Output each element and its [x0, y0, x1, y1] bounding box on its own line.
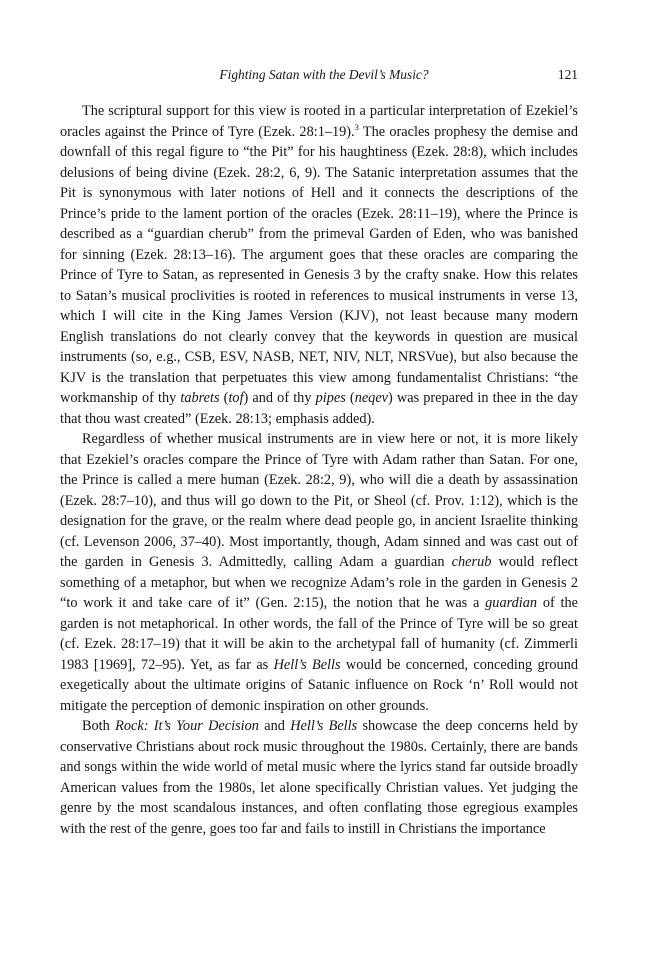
paragraph	[60, 716, 578, 839]
text-run: Regardless of whether musical instruments are in view here or not, it is more likely that Ezekiel’s oracles compare the Prince of Tyre with Adam rather than Satan. For one, the Prince is called a mere human (Ezek. 28:2, 9), who will die a death by assassination (Ezek. 28:7–10), and thus will go down to the Pit, or Sheol (cf. Prov. 1:12), which is the designation for the grave, or the realm where dead people go, in ancient Israelite thinking (cf. Levenson 2006, 37–40). Most importantly, though, Adam sinned and was cast out of the garden in Genesis 3. Admittedly, calling Adam a guardian	[60, 431, 578, 570]
italic-text: Rock: It’s Your Decision	[115, 718, 259, 734]
italic-text: tof	[228, 390, 244, 406]
page-number: 121	[557, 67, 578, 82]
text-run: would reflect something of a metaphor, but when we recognize Adam’s role in the garden in Genesis 2 “to work it and take care of it” (Gen. 2:15), the notion that he was a	[60, 554, 578, 611]
text-run: The scriptural support for this view is rooted in a particular interpretation of Ezekiel’s oracles against the Prince of Tyre (Ezek. 28:1–19).	[60, 103, 578, 140]
footnote-marker[interactable]: 3	[354, 121, 359, 132]
text-run: of the garden is not metaphorical. In other words, the fall of the Prince of Tyre will be so great (cf. Ezek. 28:17–19) that it will be akin to the archetypal fall of humanity (cf. Zimmerli 1983 [1969], 72–95). Yet, as far as	[60, 595, 578, 673]
running-title: Fighting Satan with the Devil’s Music?	[219, 67, 429, 82]
paragraph	[60, 429, 578, 716]
italic-text: pipes	[315, 390, 346, 406]
text-run: showcase the deep concerns held by conservative Christians about rock music throughout the 1980s. Certainly, there are bands and songs within the wide world of metal music where the lyrics stand far outside broadly American values from the 1980s, let alone specifically Christian values. Yet judging the genre by the most scandalous instances, and often conflating those egregious examples with the rest of the genre, goes too far and fails to instill in Christians the importance	[60, 718, 578, 837]
text-run: would be concerned, conceding ground exegetically about the ultimate origins of Satanic influence on Rock ‘n’ Roll would not mitigate the perception of demonic inspiration on other grounds.	[60, 656, 578, 714]
italic-text: neqev	[354, 390, 389, 406]
italic-text: guardian	[485, 595, 538, 611]
text-run: ) and of thy	[243, 390, 316, 406]
paragraph	[60, 101, 578, 429]
text-run: The oracles prophesy the demise and downfall of this regal figure to “the Pit” for his haughtiness (Ezek. 28:8), which includes delusions of being divine (Ezek. 28:2, 6, 9). The Satanic interpretation assumes that the Pit is synonymous with later notions of Hell and it connects the descriptions of the Prince’s pride to the lament portion of the oracles (Ezek. 28:11–19), where the Prince is described as a “guardian cherub” from the primeval Garden of Eden, who was banished for sinning (Ezek. 28:13–16). The argument goes that these oracles are comparing the Prince of Tyre to Satan, as represented in Genesis 3 by the crafty snake. How this relates to Satan’s musical proclivities is rooted in references to musical instruments in verse 13, which I will cite in the King James Version (KJV), not least because many modern English translations do not clearly convey that the keywords in question are musical instruments (so, e.g., CSB, ESV, NASB, NET, NIV, NLT, NRSVue), but also because the KJV is the translation that perpetuates this view among fundamentalist Christians: “the workmanship of thy	[60, 123, 578, 406]
italic-text: cherub	[451, 554, 492, 570]
text-run: Both	[82, 718, 116, 734]
body-text	[60, 101, 578, 839]
book-page	[60, 64, 578, 839]
running-head	[60, 64, 578, 86]
text-run: (	[219, 390, 229, 406]
text-run: ) was prepared in thee in the day that thou wast created” (Ezek. 28:13; emphasis added).	[60, 390, 579, 427]
italic-text: Hell’s Bells	[273, 656, 341, 673]
text-run: and	[258, 718, 291, 734]
text-run: (	[345, 390, 355, 406]
italic-text: Hell’s Bells	[290, 718, 358, 734]
italic-text: tabrets	[180, 390, 220, 406]
